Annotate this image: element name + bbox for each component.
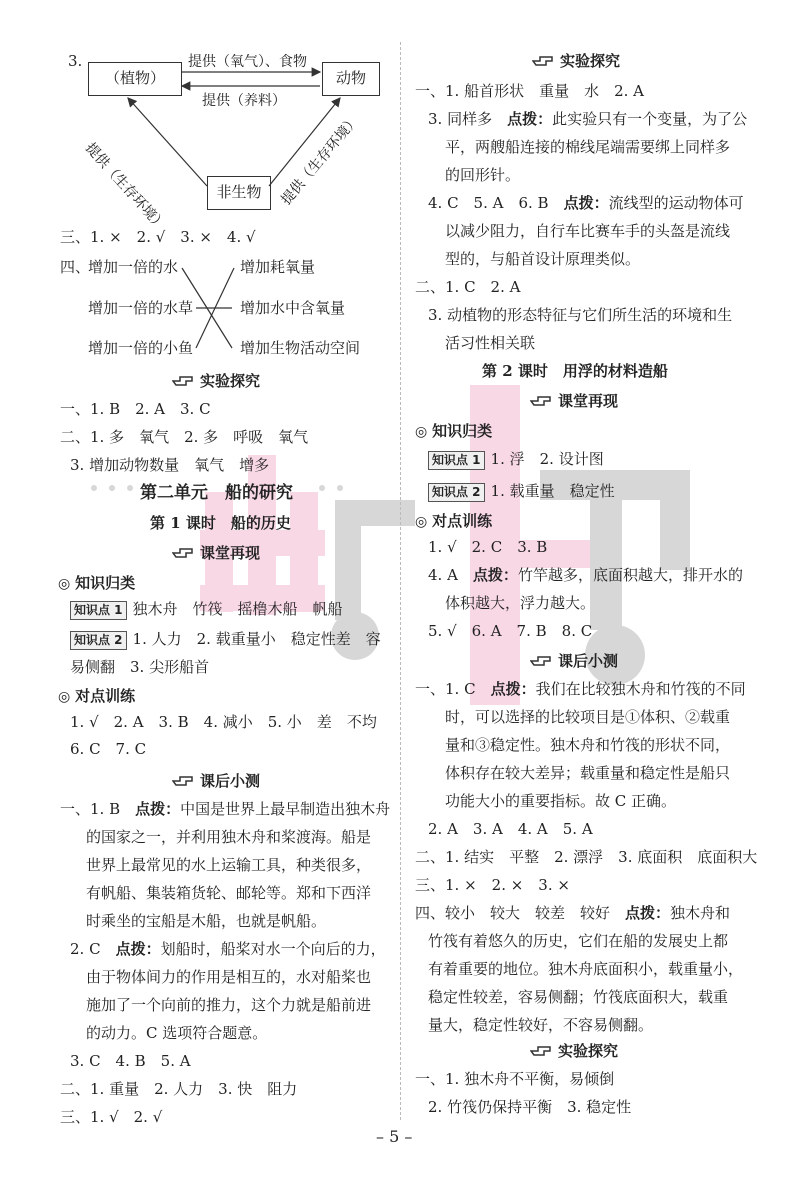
answer-line: 体积越大，浮力越大。: [445, 594, 596, 612]
answer-line: 2. 竹筏仍保持平衡 3. 稳定性: [428, 1098, 632, 1116]
knowledge-point-1: 知识点 1 独木舟 竹筏 摇橹木船 帆船: [70, 598, 343, 620]
section-title: 实验探究: [172, 370, 260, 391]
section-title: 实验探究: [532, 50, 620, 71]
answer-line: 四、较小 较大 较差 较好 点拨：独木舟和: [415, 904, 731, 922]
answer-line: 世界上最常见的水上运输工具，种类很多，: [86, 856, 372, 874]
section-title: 课堂再现: [172, 542, 260, 563]
answer-line: 3. 增加动物数量 氧气 增多: [70, 456, 270, 474]
answer-line: 的回形针。: [445, 166, 521, 184]
answer-line: 一、1. 独木舟不平衡，易倾倒: [415, 1070, 615, 1088]
answer-line: 二、1. 多 氧气 2. 多 呼吸 氧气: [60, 428, 309, 446]
lesson-title: 第 2 课时 用浮的材料造船: [482, 362, 668, 380]
hand-pointer-icon: [530, 1043, 552, 1057]
item-number: 3.: [68, 52, 83, 70]
match-right-1: 增加耗氧量: [240, 258, 316, 276]
answer-line: 一、1. C 点拨：我们在比较独木舟和竹筏的不同: [415, 680, 746, 698]
subsection-title: ◎ 对点训练: [58, 687, 136, 705]
subsection-title: ◎ 知识归类: [58, 574, 136, 592]
section-title: 课后小测: [530, 650, 618, 671]
subsection-title: ◎ 对点训练: [415, 512, 493, 530]
match-lines: [0, 0, 400, 380]
answer-line: 平，两艘船连接的棉线尾端需要绑上同样多: [445, 138, 731, 156]
match-right-3: 增加生物活动空间: [240, 339, 361, 357]
answer-line: 有帆船、集装箱货轮、邮轮等。郑和下西洋: [86, 884, 372, 902]
hand-pointer-icon: [172, 773, 194, 787]
lesson-title: 第 1 课时 船的历史: [150, 514, 291, 532]
section-title: 课后小测: [172, 770, 260, 791]
knowledge-point-2: 知识点 2 1. 人力 2. 载重量小 稳定性差 容: [70, 628, 381, 650]
match-left-2: 增加一倍的水草: [88, 299, 194, 317]
arrow-bottom-label: 提供（养料）: [202, 93, 286, 109]
answer-line: 3. 同样多 点拨：此实验只有一个变量，为了公: [428, 110, 748, 128]
answer-line: 二、1. 结实 平整 2. 漂浮 3. 底面积 底面积大: [415, 848, 758, 866]
diag-left-label: 提供（生存环境）: [81, 140, 169, 234]
nonliving-box: 非生物: [207, 176, 271, 210]
part-3-answers: 三、1. × 2. √ 3. × 4. √: [60, 228, 256, 246]
match-left-1: 增加一倍的水: [88, 258, 179, 276]
answer-line: 型的，与船首设计原理类似。: [445, 250, 641, 268]
answer-line: 6. C 7. C: [70, 740, 147, 758]
answer-line: 易侧翻 3. 尖形船首: [70, 658, 210, 676]
answer-line: 2. A 3. A 4. A 5. A: [428, 820, 593, 838]
answer-line: 二、1. C 2. A: [415, 278, 521, 296]
match-left-3: 增加一倍的小鱼: [88, 339, 194, 357]
knowledge-point-1: 知识点 1 1. 浮 2. 设计图: [428, 448, 604, 470]
answer-line: 1. √ 2. A 3. B 4. 减小 5. 小 差 不均: [70, 713, 377, 731]
answer-line: 施加了一个向前的推力，这个力就是船前进: [86, 996, 372, 1014]
answer-line: 一、1. 船首形状 重量 水 2. A: [415, 82, 644, 100]
hand-pointer-icon: [172, 373, 194, 387]
answer-line: 4. C 5. A 6. B 点拨：流线型的运动物体可: [428, 194, 744, 212]
answer-line: 三、1. × 2. × 3. ×: [415, 876, 570, 894]
answer-line: 1. √ 2. C 3. B: [428, 538, 548, 556]
plant-box: （植物）: [88, 62, 182, 96]
answer-line: 稳定性较差，容易侧翻；竹筏底面积大，载重: [428, 988, 729, 1006]
answer-line: 3. C 4. B 5. A: [70, 1052, 191, 1070]
column-divider: [400, 42, 401, 1120]
answer-line: 5. √ 6. A 7. B 8. C: [428, 622, 593, 640]
answer-line: 的国家之一，并利用独木舟和桨渡海。船是: [86, 828, 372, 846]
answer-line: 竹筏有着悠久的历史，它们在船的发展史上都: [428, 932, 729, 950]
answer-line: 时，可以选择的比较项目是①体积、②载重: [445, 708, 731, 726]
answer-line: 由于物体间力的作用是相互的，水对船桨也: [86, 968, 372, 986]
section-title: 课堂再现: [530, 390, 618, 411]
answer-line: 3. 动植物的形态特征与它们所生活的环境和生: [428, 306, 733, 324]
answer-line: 时乘坐的宝船是木船，也就是帆船。: [86, 912, 327, 930]
answer-line: 一、1. B 2. A 3. C: [60, 400, 211, 418]
answer-line: 一、1. B 点拨：中国是世界上最早制造出独木舟: [60, 800, 391, 818]
hand-pointer-icon: [530, 393, 552, 407]
hand-pointer-icon: [172, 545, 194, 559]
answer-line: 4. A 点拨：竹竿越多，底面积越大，排开水的: [428, 566, 743, 584]
hand-pointer-icon: [530, 653, 552, 667]
diag-right-label: 提供（生存环境）: [278, 112, 363, 209]
answer-line: 的动力。C 选项符合题意。: [86, 1024, 268, 1042]
part-4-label: 四、: [60, 258, 91, 276]
answer-line: 2. C 点拨：划船时，船桨对水一个向后的力，: [70, 940, 386, 958]
answer-line: 量和③稳定性。独木舟和竹筏的形状不同，: [445, 736, 731, 754]
answer-line: 二、1. 重量 2. 人力 3. 快 阻力: [60, 1080, 298, 1098]
arrow-top-label: 提供（氧气）、食物: [188, 54, 307, 70]
answer-line: 体积存在较大差异；载重量和稳定性是船只: [445, 764, 731, 782]
answer-line: 以减少阻力，自行车比赛车手的头盔是流线: [445, 222, 731, 240]
knowledge-point-2: 知识点 2 1. 载重量 稳定性: [428, 480, 615, 502]
match-right-2: 增加水中含氧量: [240, 299, 346, 317]
answer-line: 活习性相关联: [445, 334, 536, 352]
animal-box: 动物: [322, 62, 380, 96]
section-title: 实验探究: [530, 1040, 618, 1061]
subsection-title: ◎ 知识归类: [415, 422, 493, 440]
answer-line: 功能大小的重要指标。故 C 正确。: [445, 792, 677, 810]
hand-pointer-icon: [532, 53, 554, 67]
page-number: – 5 –: [376, 1127, 413, 1146]
answer-line: 有着重要的地位。独木舟底面积小，载重量小，: [428, 960, 744, 978]
unit-title: 第二单元 船的研究: [140, 483, 293, 503]
answer-line: 量大，稳定性较好，不容易侧翻。: [428, 1016, 654, 1034]
answer-line: 三、1. √ 2. √: [60, 1108, 163, 1126]
